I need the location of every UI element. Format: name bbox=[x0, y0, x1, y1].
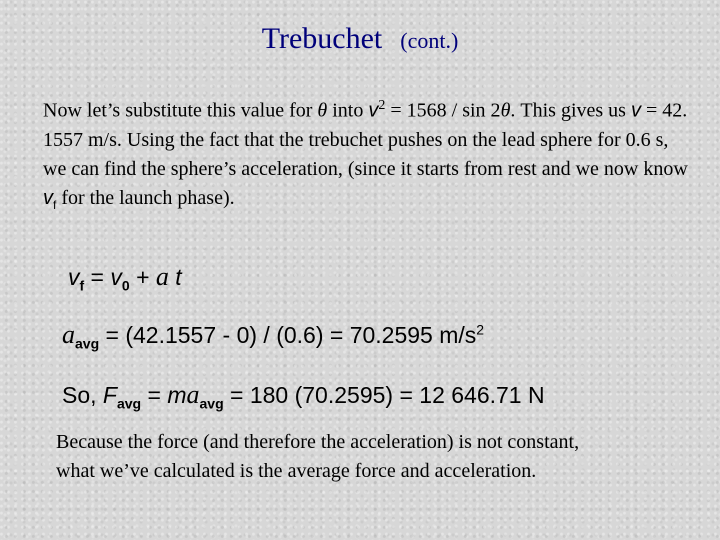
equation-force bbox=[62, 380, 545, 412]
slide-title bbox=[0, 22, 720, 56]
superscript-2: 2 bbox=[476, 321, 485, 338]
equation-velocity bbox=[68, 262, 182, 294]
text: = 42. 1557 m/s. Using the fact that the trebuchet pushes on the lead sphere for 0.6 s, we can find the sphere’s acceleration, (since it starts from rest and we now know bbox=[43, 99, 688, 180]
subscript-avg: avg bbox=[75, 335, 100, 352]
title-subtitle: (cont.) bbox=[400, 28, 459, 53]
equation-acceleration bbox=[62, 320, 484, 352]
paragraph-conclusion: Because the force (and therefore the acceleration) is not constant, what we’ve calculated is the average force and acceleration. bbox=[56, 431, 580, 482]
equals: = bbox=[141, 382, 168, 408]
theta-symbol: θ bbox=[500, 99, 511, 122]
title-main: Trebuchet bbox=[261, 22, 383, 55]
equals: = bbox=[84, 264, 111, 290]
text: = 1568 / sin 2 bbox=[385, 99, 501, 122]
a-symbol: a bbox=[186, 380, 200, 409]
theta-symbol: θ bbox=[317, 99, 328, 122]
subscript-avg: avg bbox=[199, 395, 224, 412]
vf-symbol: v bbox=[43, 186, 53, 209]
a-symbol: a bbox=[155, 262, 169, 291]
t-symbol: t bbox=[175, 264, 182, 290]
subscript-avg: avg bbox=[116, 395, 142, 412]
v-symbol: v bbox=[630, 99, 641, 122]
subscript-f: f bbox=[79, 277, 85, 294]
v-symbol: v bbox=[110, 264, 122, 290]
so-label: So, bbox=[62, 382, 103, 408]
paragraph-substitution bbox=[43, 91, 693, 220]
vf-subscript: f bbox=[53, 197, 57, 212]
v-symbol: v bbox=[368, 99, 379, 122]
text: . This gives us bbox=[510, 99, 631, 122]
superscript: 2 bbox=[378, 98, 386, 113]
f-symbol: F bbox=[102, 382, 117, 408]
equation-body: = 180 (70.2595) = 12 646.71 N bbox=[223, 382, 545, 408]
v-symbol: v bbox=[68, 264, 80, 290]
equation-body: = (42.1557 - 0) / (0.6) = 70.2595 m/s bbox=[99, 322, 477, 348]
plus: + bbox=[129, 264, 156, 290]
text: into bbox=[327, 99, 369, 122]
subscript-zero: 0 bbox=[121, 277, 130, 294]
text: Now let’s substitute this value for bbox=[43, 99, 318, 122]
m-symbol: m bbox=[167, 382, 187, 408]
a-symbol: a bbox=[62, 320, 75, 349]
text: for the launch phase). bbox=[56, 186, 235, 209]
